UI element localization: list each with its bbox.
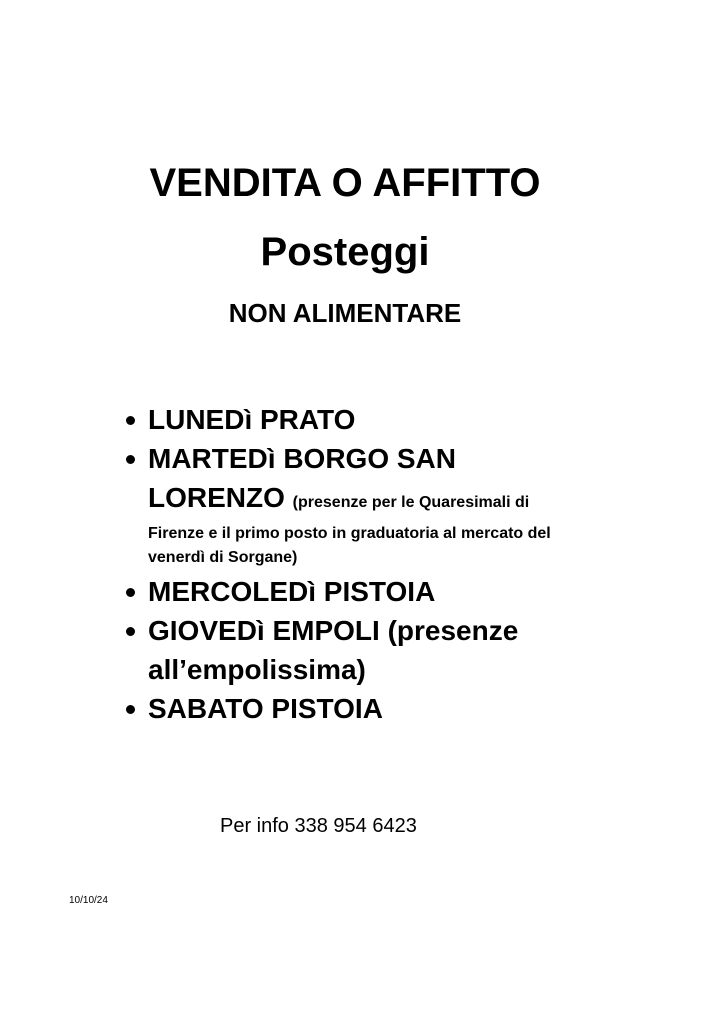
bullet-icon xyxy=(126,455,135,464)
heading-non-alimentare: NON ALIMENTARE xyxy=(228,298,462,328)
list-item xyxy=(126,400,596,439)
document-date: 10/10/24 xyxy=(69,895,108,906)
item-label: MERCOLEDì PISTOIA xyxy=(148,576,436,607)
item-label: MARTEDì BORGO SAN xyxy=(148,443,456,474)
contact-info: Per info 338 954 6423 xyxy=(220,815,417,837)
list-item xyxy=(126,572,596,611)
item-note: (presenze per le Quaresimali di xyxy=(292,494,530,511)
bullet-icon xyxy=(126,705,135,714)
list-item xyxy=(126,689,596,728)
list-item xyxy=(126,611,596,689)
market-list xyxy=(126,400,596,728)
item-label: LUNEDì PRATO xyxy=(148,404,356,435)
item-label: SABATO PISTOIA xyxy=(148,693,383,724)
bullet-icon xyxy=(126,416,135,425)
bullet-icon xyxy=(126,588,135,597)
item-note: Firenze e il primo posto in graduatoria al mercato del venerdì di Sorgane) xyxy=(148,525,551,566)
heading-sale-or-rent: VENDITA O AFFITTO xyxy=(149,161,541,205)
heading-posteggi: Posteggi xyxy=(260,230,430,274)
bullet-icon xyxy=(126,627,135,636)
item-label: LORENZO xyxy=(148,482,285,513)
item-label: GIOVEDì EMPOLI (presenze all’empolissima) xyxy=(148,615,519,685)
list-item xyxy=(126,439,596,570)
